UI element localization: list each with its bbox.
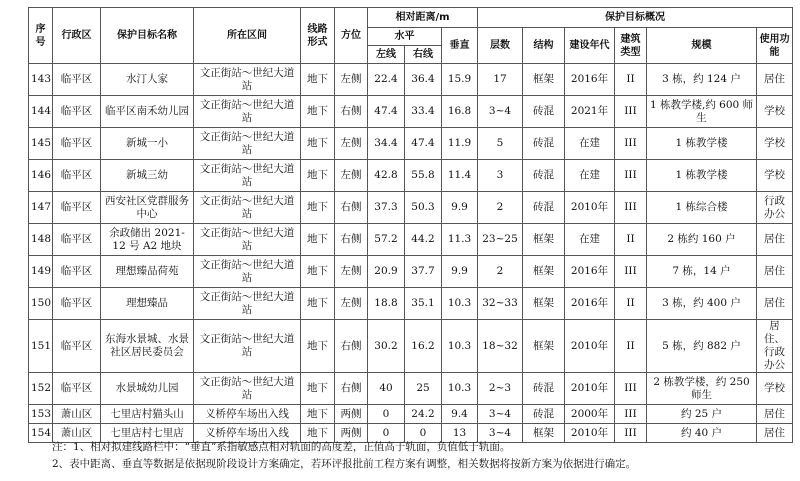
header-position: 方位	[335, 8, 368, 64]
cell-line-form: 地下	[301, 424, 335, 443]
header-structure: 结构	[523, 28, 565, 64]
cell-district: 临平区	[53, 288, 101, 320]
header-building-type: 建筑类型	[615, 28, 647, 64]
header-floors: 层数	[478, 28, 523, 64]
cell-scale: 2 栋约 160 户	[647, 224, 757, 256]
cell-seq: 145	[29, 128, 53, 160]
cell-floors: 3~4	[478, 405, 523, 424]
cell-target-name: 水汀人家	[101, 64, 194, 96]
cell-building-type: III	[615, 373, 647, 405]
table-row	[29, 405, 793, 424]
cell-structure: 砖混	[523, 160, 565, 192]
header-target-name: 保护目标名称	[101, 8, 194, 64]
cell-line-form: 地下	[301, 256, 335, 288]
cell-vertical: 11.4	[442, 160, 478, 192]
cell-structure: 框架	[523, 288, 565, 320]
cell-position: 右侧	[335, 320, 368, 373]
cell-structure: 框架	[523, 320, 565, 373]
table-row	[29, 96, 793, 128]
cell-target-name: 西安社区党群服务中心	[101, 192, 194, 224]
cell-right-line: 50.3	[405, 192, 442, 224]
cell-line-form: 地下	[301, 160, 335, 192]
cell-building-type: III	[615, 128, 647, 160]
cell-section: 文正街站～世纪大道站	[194, 128, 301, 160]
header-horizontal: 水平	[368, 28, 442, 46]
table-row	[29, 128, 793, 160]
cell-floors: 23~25	[478, 224, 523, 256]
cell-vertical: 16.8	[442, 96, 478, 128]
cell-floors: 32~33	[478, 288, 523, 320]
cell-seq: 147	[29, 192, 53, 224]
cell-structure: 框架	[523, 424, 565, 443]
cell-building-type: III	[615, 256, 647, 288]
table-header	[29, 8, 793, 64]
cell-scale: 约 25 户	[647, 405, 757, 424]
cell-vertical: 11.9	[442, 128, 478, 160]
cell-scale: 约 40 户	[647, 424, 757, 443]
cell-position: 两侧	[335, 424, 368, 443]
cell-district: 临平区	[53, 320, 101, 373]
cell-section: 文正街站～世纪大道站	[194, 288, 301, 320]
cell-section: 文正街站～世纪大道站	[194, 224, 301, 256]
table-row	[29, 192, 793, 224]
cell-scale: 1 栋教学楼,约 600 师生	[647, 96, 757, 128]
cell-seq: 153	[29, 405, 53, 424]
cell-position: 左侧	[335, 64, 368, 96]
cell-building-type: II	[615, 320, 647, 373]
cell-building-type: II	[615, 224, 647, 256]
cell-build-year: 2016年	[565, 64, 615, 96]
cell-usage: 行政办公	[757, 192, 793, 224]
cell-vertical: 10.3	[442, 320, 478, 373]
cell-right-line: 24.2	[405, 405, 442, 424]
header-overview: 保护目标概况	[478, 8, 793, 28]
cell-vertical: 13	[442, 424, 478, 443]
cell-build-year: 2010年	[565, 192, 615, 224]
cell-vertical: 10.3	[442, 288, 478, 320]
cell-building-type: III	[615, 424, 647, 443]
header-build-year: 建设年代	[565, 28, 615, 64]
cell-target-name: 理想臻品荷苑	[101, 256, 194, 288]
cell-building-type: III	[615, 160, 647, 192]
cell-section: 文正街站～世纪大道站	[194, 192, 301, 224]
cell-floors: 5	[478, 128, 523, 160]
cell-right-line: 47.4	[405, 128, 442, 160]
table-row	[29, 373, 793, 405]
cell-left-line: 34.4	[368, 128, 405, 160]
cell-line-form: 地下	[301, 192, 335, 224]
cell-build-year: 在建	[565, 224, 615, 256]
cell-position: 两侧	[335, 405, 368, 424]
cell-usage: 居住	[757, 424, 793, 443]
cell-position: 右侧	[335, 192, 368, 224]
cell-right-line: 0	[405, 424, 442, 443]
cell-structure: 砖混	[523, 192, 565, 224]
cell-floors: 3~4	[478, 424, 523, 443]
table-row	[29, 224, 793, 256]
cell-target-name: 东海水景城、水景社区居民委员会	[101, 320, 194, 373]
header-vertical: 垂直	[442, 28, 478, 64]
cell-building-type: II	[615, 288, 647, 320]
header-seq: 序号	[29, 8, 53, 64]
header-section: 所在区间	[194, 8, 301, 64]
cell-scale: 5 栋，约 882 户	[647, 320, 757, 373]
cell-line-form: 地下	[301, 405, 335, 424]
cell-floors: 2	[478, 192, 523, 224]
cell-usage: 学校	[757, 96, 793, 128]
cell-usage: 居住	[757, 288, 793, 320]
cell-district: 萧山区	[53, 405, 101, 424]
cell-district: 临平区	[53, 256, 101, 288]
cell-build-year: 2000年	[565, 405, 615, 424]
cell-build-year: 2010年	[565, 373, 615, 405]
table-row	[29, 160, 793, 192]
cell-seq: 143	[29, 64, 53, 96]
table-body	[29, 64, 793, 443]
table-row	[29, 288, 793, 320]
cell-structure: 框架	[523, 224, 565, 256]
cell-section: 文正街站～世纪大道站	[194, 96, 301, 128]
cell-district: 临平区	[53, 64, 101, 96]
header-right-line: 右线	[405, 46, 442, 64]
cell-building-type: III	[615, 192, 647, 224]
cell-left-line: 22.4	[368, 64, 405, 96]
cell-vertical: 10.3	[442, 373, 478, 405]
cell-left-line: 0	[368, 424, 405, 443]
cell-floors: 2~3	[478, 373, 523, 405]
cell-scale: 2 栋教学楼，约 250 师生	[647, 373, 757, 405]
cell-floors: 17	[478, 64, 523, 96]
cell-section: 义桥停车场出入线	[194, 405, 301, 424]
cell-position: 左侧	[335, 256, 368, 288]
cell-target-name: 临平区南禾幼儿园	[101, 96, 194, 128]
cell-district: 临平区	[53, 160, 101, 192]
cell-left-line: 20.9	[368, 256, 405, 288]
cell-seq: 146	[29, 160, 53, 192]
cell-scale: 1 栋教学楼	[647, 128, 757, 160]
cell-left-line: 47.4	[368, 96, 405, 128]
cell-scale: 7 栋，14 户	[647, 256, 757, 288]
cell-target-name: 余政储出 2021-12 号 A2 地块	[101, 224, 194, 256]
cell-district: 临平区	[53, 373, 101, 405]
cell-district: 临平区	[53, 192, 101, 224]
protection-target-table	[28, 7, 793, 443]
cell-position: 左侧	[335, 160, 368, 192]
cell-structure: 框架	[523, 256, 565, 288]
cell-scale: 1 栋教学楼	[647, 160, 757, 192]
cell-line-form: 地下	[301, 373, 335, 405]
cell-right-line: 36.4	[405, 64, 442, 96]
cell-left-line: 57.2	[368, 224, 405, 256]
cell-usage: 学校	[757, 373, 793, 405]
cell-build-year: 2016年	[565, 288, 615, 320]
cell-structure: 砖混	[523, 128, 565, 160]
table-row	[29, 256, 793, 288]
cell-right-line: 25	[405, 373, 442, 405]
cell-section: 文正街站～世纪大道站	[194, 160, 301, 192]
cell-right-line: 33.4	[405, 96, 442, 128]
cell-district: 萧山区	[53, 424, 101, 443]
header-line-form: 线路形式	[301, 8, 335, 64]
cell-right-line: 37.7	[405, 256, 442, 288]
cell-vertical: 11.3	[442, 224, 478, 256]
cell-vertical: 9.9	[442, 256, 478, 288]
cell-position: 右侧	[335, 373, 368, 405]
cell-left-line: 37.3	[368, 192, 405, 224]
cell-building-type: II	[615, 64, 647, 96]
cell-district: 临平区	[53, 96, 101, 128]
cell-target-name: 新城一小	[101, 128, 194, 160]
cell-build-year: 2016年	[565, 256, 615, 288]
cell-right-line: 35.1	[405, 288, 442, 320]
header-relative-distance: 相对距离/m	[368, 8, 478, 28]
cell-line-form: 地下	[301, 64, 335, 96]
cell-target-name: 水景城幼儿园	[101, 373, 194, 405]
cell-build-year: 2010年	[565, 320, 615, 373]
cell-scale: 3 栋，约 124 户	[647, 64, 757, 96]
cell-scale: 1 栋综合楼	[647, 192, 757, 224]
cell-seq: 152	[29, 373, 53, 405]
cell-build-year: 在建	[565, 160, 615, 192]
cell-seq: 149	[29, 256, 53, 288]
cell-line-form: 地下	[301, 320, 335, 373]
cell-right-line: 44.2	[405, 224, 442, 256]
cell-usage: 居住、行政办公	[757, 320, 793, 373]
cell-section: 文正街站～世纪大道站	[194, 373, 301, 405]
cell-floors: 3	[478, 160, 523, 192]
cell-build-year: 在建	[565, 128, 615, 160]
cell-seq: 150	[29, 288, 53, 320]
cell-usage: 学校	[757, 160, 793, 192]
cell-position: 右侧	[335, 224, 368, 256]
cell-vertical: 9.9	[442, 192, 478, 224]
cell-section: 文正街站～世纪大道站	[194, 64, 301, 96]
cell-target-name: 新城三幼	[101, 160, 194, 192]
cell-left-line: 42.8	[368, 160, 405, 192]
cell-structure: 砖混	[523, 405, 565, 424]
cell-line-form: 地下	[301, 96, 335, 128]
cell-seq: 151	[29, 320, 53, 373]
header-left-line: 左线	[368, 46, 405, 64]
note-2: 2、表中距离、垂直等数据是依据现阶段设计方案确定，若环评报批前工程方案有调整，相关数据将按新方案为依据进行确定。	[52, 458, 637, 470]
table-notes	[52, 439, 792, 473]
cell-position: 左侧	[335, 288, 368, 320]
cell-usage: 居住	[757, 224, 793, 256]
cell-left-line: 0	[368, 405, 405, 424]
cell-target-name: 七里店村七里店	[101, 424, 194, 443]
cell-seq: 144	[29, 96, 53, 128]
cell-structure: 框架	[523, 64, 565, 96]
cell-floors: 2	[478, 256, 523, 288]
cell-district: 临平区	[53, 128, 101, 160]
cell-target-name: 七里店村猫头山	[101, 405, 194, 424]
cell-position: 右侧	[335, 96, 368, 128]
cell-build-year: 2021年	[565, 96, 615, 128]
cell-right-line: 16.2	[405, 320, 442, 373]
cell-target-name: 理想臻品	[101, 288, 194, 320]
cell-seq: 154	[29, 424, 53, 443]
cell-structure: 砖混	[523, 96, 565, 128]
header-scale: 规模	[647, 28, 757, 64]
cell-vertical: 9.4	[442, 405, 478, 424]
cell-usage: 居住	[757, 64, 793, 96]
header-district: 行政区	[53, 8, 101, 64]
cell-seq: 148	[29, 224, 53, 256]
table-row	[29, 320, 793, 373]
cell-line-form: 地下	[301, 288, 335, 320]
cell-line-form: 地下	[301, 128, 335, 160]
cell-section: 义桥停车场出入线	[194, 424, 301, 443]
cell-usage: 居住	[757, 256, 793, 288]
note-1: 注：1、相对拟建线路栏中：“垂直”系指敏感点相对轨面的高度差，正值高于轨面，负值低于轨面。	[52, 441, 511, 453]
cell-position: 左侧	[335, 128, 368, 160]
cell-left-line: 30.2	[368, 320, 405, 373]
cell-scale: 3 栋，约 400 户	[647, 288, 757, 320]
cell-usage: 学校	[757, 128, 793, 160]
cell-floors: 3~4	[478, 96, 523, 128]
cell-line-form: 地下	[301, 224, 335, 256]
cell-vertical: 15.9	[442, 64, 478, 96]
cell-structure: 砖混	[523, 373, 565, 405]
cell-floors: 18~32	[478, 320, 523, 373]
cell-usage: 居住	[757, 405, 793, 424]
cell-build-year: 2010年	[565, 424, 615, 443]
cell-right-line: 55.8	[405, 160, 442, 192]
cell-building-type: III	[615, 96, 647, 128]
cell-left-line: 40	[368, 373, 405, 405]
cell-section: 文正街站～世纪大道站	[194, 256, 301, 288]
cell-left-line: 18.8	[368, 288, 405, 320]
table-row	[29, 64, 793, 96]
cell-district: 临平区	[53, 224, 101, 256]
cell-section: 文正街站～世纪大道站	[194, 320, 301, 373]
header-usage: 使用功能	[757, 28, 793, 64]
cell-building-type: III	[615, 405, 647, 424]
